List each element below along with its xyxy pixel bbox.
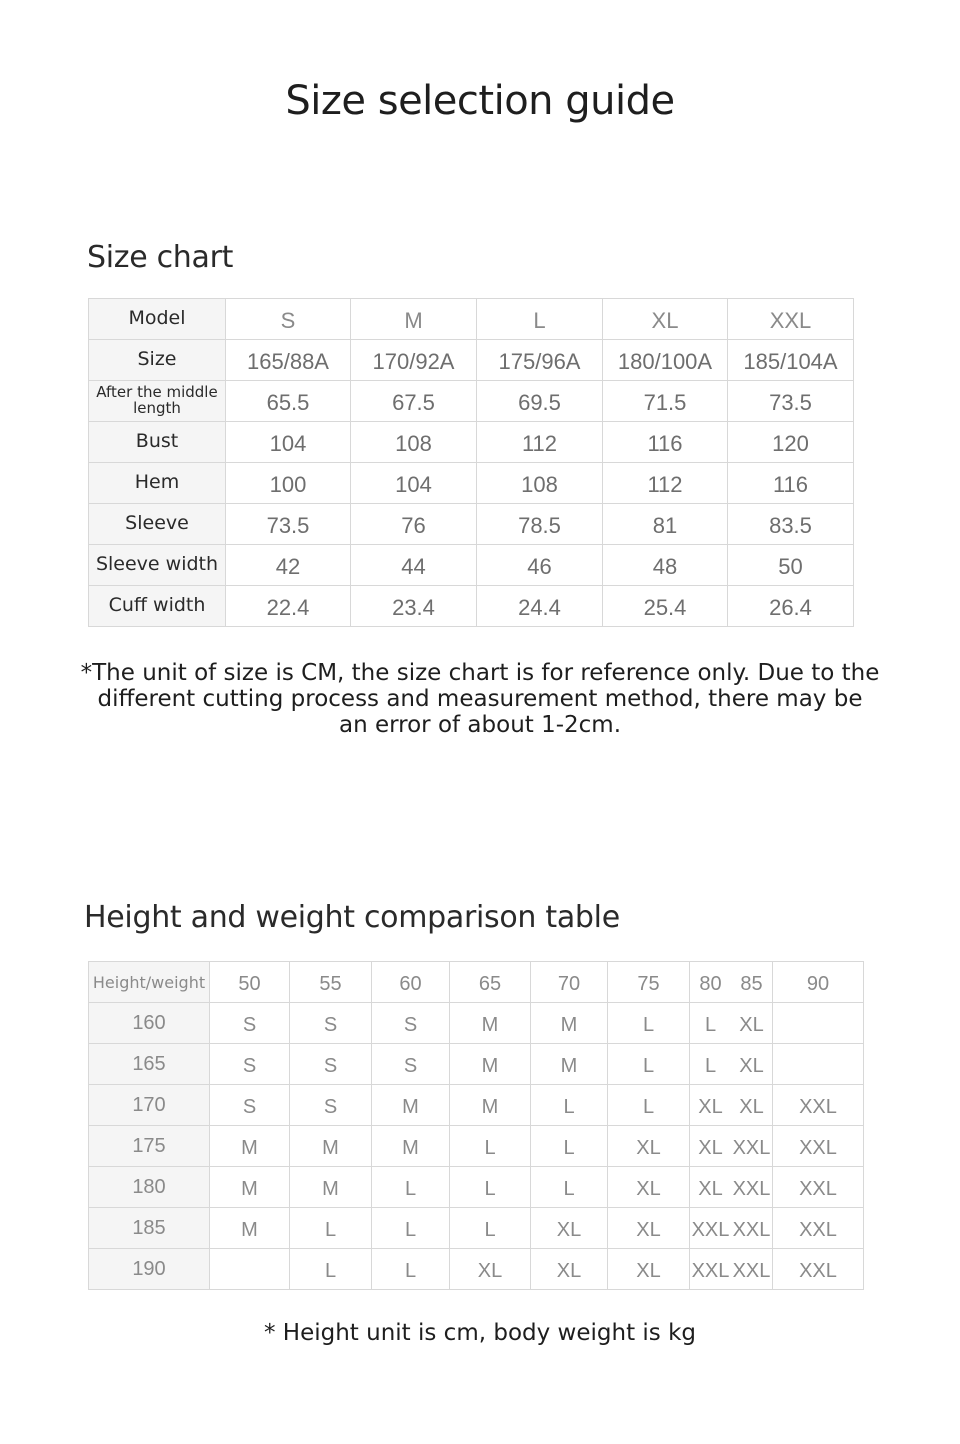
size-recommendation-cell: M: [210, 1126, 290, 1167]
size-recommendation-cell: L: [450, 1167, 531, 1208]
size-recommendation-cell: [690, 1085, 773, 1126]
size-recommendation-cell-value: L: [704, 1055, 717, 1077]
size-chart-header-row: [89, 299, 854, 340]
size-recommendation-cell: L: [450, 1208, 531, 1249]
weight-header-cell-value: 80: [699, 973, 722, 995]
size-recommendation-cell: L: [531, 1167, 608, 1208]
size-recommendation-cell: XXL: [773, 1167, 864, 1208]
size-recommendation-cell: M: [450, 1003, 531, 1044]
size-recommendation-cell: [690, 1167, 773, 1208]
size-chart-cell: 112: [477, 422, 603, 463]
size-chart-cell: 120: [728, 422, 854, 463]
size-chart-cell: 100: [226, 463, 351, 504]
size-chart-row: [89, 422, 854, 463]
size-recommendation-cell: M: [290, 1126, 372, 1167]
size-recommendation-cell: S: [290, 1003, 372, 1044]
size-chart-row-label: Bust: [89, 422, 226, 463]
weight-header-cell: 70: [531, 962, 608, 1003]
size-recommendation-cell: [690, 1249, 773, 1290]
size-recommendation-cell: [690, 1044, 773, 1085]
size-chart-row-label: Sleeve: [89, 504, 226, 545]
size-chart-header-cell: XXL: [728, 299, 854, 340]
size-recommendation-cell: XXL: [773, 1249, 864, 1290]
size-chart-header-cell: L: [477, 299, 603, 340]
size-recommendation-cell: L: [450, 1126, 531, 1167]
size-chart-header-cell: M: [351, 299, 477, 340]
size-recommendation-cell: M: [210, 1208, 290, 1249]
size-chart-row-label: Cuff width: [89, 586, 226, 627]
height-weight-row: [89, 1249, 864, 1290]
height-weight-row: [89, 1044, 864, 1085]
size-recommendation-cell-value: L: [704, 1014, 717, 1036]
size-chart-cell: 185/104A: [728, 340, 854, 381]
size-recommendation-cell: XL: [531, 1249, 608, 1290]
weight-header-cell-value: 85: [740, 973, 763, 995]
size-chart-cell: 22.4: [226, 586, 351, 627]
size-recommendation-cell-value: XL: [698, 1178, 723, 1200]
size-chart-cell: 116: [603, 422, 728, 463]
size-recommendation-cell: L: [608, 1085, 690, 1126]
height-row-label: 160: [89, 1003, 210, 1044]
size-recommendation-cell: XXL: [773, 1208, 864, 1249]
size-chart-row-label: Sleeve width: [89, 545, 226, 586]
size-chart-cell: 73.5: [226, 504, 351, 545]
size-recommendation-cell: S: [372, 1003, 450, 1044]
size-chart-cell: 108: [477, 463, 603, 504]
size-recommendation-cell: XL: [531, 1208, 608, 1249]
size-recommendation-cell-value: XXL: [732, 1137, 771, 1159]
size-recommendation-cell: M: [531, 1003, 608, 1044]
size-recommendation-cell: XXL: [773, 1085, 864, 1126]
size-chart-cell: 104: [226, 422, 351, 463]
size-recommendation-cell: M: [450, 1085, 531, 1126]
size-recommendation-cell: S: [372, 1044, 450, 1085]
size-chart-cell: 25.4: [603, 586, 728, 627]
size-recommendation-cell: [690, 1003, 773, 1044]
height-row-label: 170: [89, 1085, 210, 1126]
height-row-label: 190: [89, 1249, 210, 1290]
height-weight-header-row: [89, 962, 864, 1003]
size-recommendation-cell: L: [372, 1167, 450, 1208]
height-weight-title: Height and weight comparison table: [84, 900, 620, 935]
height-row-label: 180: [89, 1167, 210, 1208]
size-chart-cell: 26.4: [728, 586, 854, 627]
weight-header-cell: 90: [773, 962, 864, 1003]
size-recommendation-cell-value: XL: [739, 1096, 764, 1118]
size-recommendation-cell: XL: [608, 1208, 690, 1249]
size-chart-title: Size chart: [87, 240, 234, 275]
size-chart-cell: 180/100A: [603, 340, 728, 381]
size-recommendation-cell: L: [290, 1208, 372, 1249]
size-chart-cell: 73.5: [728, 381, 854, 422]
size-recommendation-cell-value: XL: [698, 1137, 723, 1159]
size-recommendation-cell: L: [531, 1126, 608, 1167]
size-recommendation-cell: L: [608, 1003, 690, 1044]
size-recommendation-cell-value: XL: [739, 1014, 764, 1036]
size-chart-row-label: Size: [89, 340, 226, 381]
height-weight-note: * Height unit is cm, body weight is kg: [263, 1320, 697, 1346]
size-chart-cell: 44: [351, 545, 477, 586]
size-recommendation-cell: XL: [608, 1249, 690, 1290]
size-recommendation-cell-value: XL: [698, 1096, 723, 1118]
size-chart-cell: 116: [728, 463, 854, 504]
size-chart-row-label: Hem: [89, 463, 226, 504]
size-recommendation-cell: M: [531, 1044, 608, 1085]
size-recommendation-cell: S: [210, 1044, 290, 1085]
size-chart-cell: 42: [226, 545, 351, 586]
size-chart-cell: 24.4: [477, 586, 603, 627]
size-chart-row-label: After the middle length: [89, 381, 226, 422]
size-recommendation-cell: L: [608, 1044, 690, 1085]
size-recommendation-cell: XL: [450, 1249, 531, 1290]
size-chart-cell: 48: [603, 545, 728, 586]
size-chart-row: [89, 381, 854, 422]
size-chart-cell: 104: [351, 463, 477, 504]
height-row-label: 165: [89, 1044, 210, 1085]
weight-header-cell: 65: [450, 962, 531, 1003]
size-chart-header-label: Model: [89, 299, 226, 340]
height-weight-table: [88, 961, 864, 1290]
height-weight-corner-label: Height/weight: [89, 962, 210, 1003]
size-chart-cell: 175/96A: [477, 340, 603, 381]
height-weight-row: [89, 1208, 864, 1249]
size-chart-cell: 83.5: [728, 504, 854, 545]
size-recommendation-cell: M: [372, 1126, 450, 1167]
size-chart-cell: 112: [603, 463, 728, 504]
size-recommendation-cell: M: [290, 1167, 372, 1208]
size-chart-row: [89, 504, 854, 545]
size-recommendation-cell: [773, 1044, 864, 1085]
size-recommendation-cell: S: [210, 1003, 290, 1044]
size-chart-cell: 78.5: [477, 504, 603, 545]
size-recommendation-cell: S: [210, 1085, 290, 1126]
size-recommendation-cell: M: [450, 1044, 531, 1085]
size-recommendation-cell: L: [372, 1249, 450, 1290]
size-chart-header-cell: S: [226, 299, 351, 340]
size-recommendation-cell: XXL: [773, 1126, 864, 1167]
size-chart-cell: 67.5: [351, 381, 477, 422]
height-row-label: 175: [89, 1126, 210, 1167]
page-title: Size selection guide: [285, 78, 675, 124]
size-recommendation-cell: S: [290, 1044, 372, 1085]
height-weight-row: [89, 1003, 864, 1044]
size-recommendation-cell-value: XXL: [691, 1260, 730, 1282]
size-recommendation-cell: L: [531, 1085, 608, 1126]
size-chart-row: [89, 545, 854, 586]
height-row-label: 185: [89, 1208, 210, 1249]
weight-header-cell: 75: [608, 962, 690, 1003]
weight-header-cell: 55: [290, 962, 372, 1003]
size-chart-cell: 76: [351, 504, 477, 545]
size-chart-cell: 69.5: [477, 381, 603, 422]
height-weight-row: [89, 1126, 864, 1167]
size-recommendation-cell-value: XXL: [732, 1219, 771, 1241]
height-weight-row: [89, 1085, 864, 1126]
height-weight-row: [89, 1167, 864, 1208]
size-chart-cell: 108: [351, 422, 477, 463]
size-recommendation-cell-value: XXL: [691, 1219, 730, 1241]
size-recommendation-cell: XL: [608, 1167, 690, 1208]
size-chart-row: [89, 586, 854, 627]
size-chart-cell: 165/88A: [226, 340, 351, 381]
size-recommendation-cell: [690, 1208, 773, 1249]
size-chart-cell: 81: [603, 504, 728, 545]
size-chart-cell: 46: [477, 545, 603, 586]
size-chart-cell: 65.5: [226, 381, 351, 422]
size-chart-cell: 50: [728, 545, 854, 586]
size-chart-table: [88, 298, 854, 627]
size-recommendation-cell: M: [372, 1085, 450, 1126]
size-recommendation-cell: L: [290, 1249, 372, 1290]
size-recommendation-cell-value: XL: [739, 1055, 764, 1077]
size-recommendation-cell: S: [290, 1085, 372, 1126]
size-recommendation-cell: XL: [608, 1126, 690, 1167]
size-recommendation-cell: [773, 1003, 864, 1044]
size-chart-cell: 71.5: [603, 381, 728, 422]
weight-header-cell: [690, 962, 773, 1003]
size-recommendation-cell: L: [372, 1208, 450, 1249]
weight-header-cell: 60: [372, 962, 450, 1003]
size-recommendation-cell-value: XXL: [732, 1178, 771, 1200]
weight-header-cell: 50: [210, 962, 290, 1003]
size-chart-header-cell: XL: [603, 299, 728, 340]
size-recommendation-cell: M: [210, 1167, 290, 1208]
size-chart-row: [89, 340, 854, 381]
size-chart-cell: 170/92A: [351, 340, 477, 381]
size-chart-note: *The unit of size is CM, the size chart is for reference only. Due to the different cutting process and measurement method, there may be an error of about 1-2cm.: [80, 660, 880, 738]
size-recommendation-cell: [690, 1126, 773, 1167]
size-chart-cell: 23.4: [351, 586, 477, 627]
size-recommendation-cell: [210, 1249, 290, 1290]
size-recommendation-cell-value: XXL: [732, 1260, 771, 1282]
size-chart-row: [89, 463, 854, 504]
